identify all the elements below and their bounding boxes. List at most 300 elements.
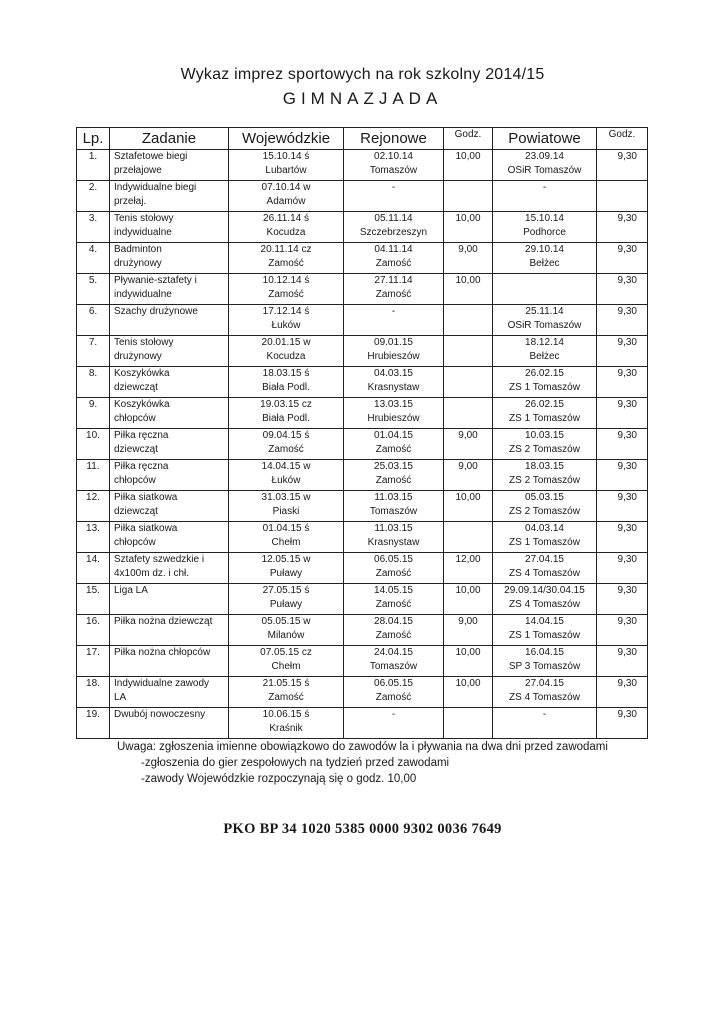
regional-cell (344, 615, 444, 646)
lp-cell (77, 398, 110, 429)
lp-text: 4. (88, 244, 98, 255)
lp-text: 9. (88, 399, 98, 410)
county-text: 27.04.15 (525, 554, 564, 565)
county-cell (493, 305, 597, 336)
county-text: 23.09.14 (525, 151, 564, 162)
regional-hour-text: 9,00 (458, 244, 478, 255)
voivodeship-text: Kocudza (266, 227, 306, 238)
lp-text: 2. (88, 182, 98, 193)
regional-text: Zamość (375, 568, 412, 579)
voivodeship-text: Zamość (268, 444, 304, 455)
task-text: Badminton (114, 244, 162, 255)
task-text: Piłka ręczna (114, 461, 169, 472)
regional-hour-cell (444, 150, 493, 181)
lp-cell (77, 584, 110, 615)
voivodeship-cell (229, 367, 344, 398)
lp-text: 11. (86, 461, 100, 472)
regional-text: 06.05.15 (374, 554, 413, 565)
lp-cell (77, 336, 110, 367)
task-text: 4x100m dz. i chł. (114, 568, 190, 579)
county-hour-cell (597, 677, 648, 708)
county-text: 05.03.15 (525, 492, 564, 503)
regional-cell (344, 646, 444, 677)
header-voivodeship: Wojewódzkie (229, 128, 344, 150)
task-cell (110, 336, 229, 367)
regional-text: Tomaszów (369, 165, 418, 176)
voivodeship-cell (229, 181, 344, 212)
lp-text: 8. (88, 368, 98, 379)
voivodeship-text: 26.11.14 ś (263, 213, 309, 224)
regional-hour-text: 9,00 (458, 616, 478, 627)
regional-cell (344, 553, 444, 584)
regional-text: - (391, 709, 396, 720)
county-hour-text: 9,30 (617, 399, 637, 410)
task-text: chłopców (114, 413, 156, 424)
county-cell (493, 212, 597, 243)
regional-hour-text: 10,00 (455, 151, 481, 162)
voivodeship-text: Zamość (268, 289, 304, 300)
voivodeship-text: 10.12.14 ś (262, 275, 310, 286)
task-cell (110, 522, 229, 553)
table-row (77, 398, 648, 429)
voivodeship-cell (229, 677, 344, 708)
voivodeship-text: Zamość (268, 258, 304, 269)
task-text: Piłka siatkowa (114, 492, 178, 503)
header-county: Powiatowe (493, 128, 597, 150)
regional-cell (344, 367, 444, 398)
voivodeship-cell (229, 460, 344, 491)
table-row (77, 336, 648, 367)
county-hour-cell (597, 460, 648, 491)
lp-text: 13. (86, 523, 100, 534)
task-cell (110, 305, 229, 336)
voivodeship-text: Kocudza (266, 351, 306, 362)
county-hour-text: 9,30 (617, 306, 637, 317)
voivodeship-cell (229, 491, 344, 522)
lp-text: 3. (88, 213, 98, 224)
county-text: 25.11.14 (525, 306, 564, 317)
county-text: Bełżec (529, 258, 560, 269)
county-hour-text: 9,30 (617, 275, 637, 286)
county-cell (493, 491, 597, 522)
table-row (77, 615, 648, 646)
regional-hour-text: 10,00 (455, 647, 481, 658)
voivodeship-text: 01.04.15 ś (262, 523, 310, 534)
voivodeship-cell (229, 646, 344, 677)
voivodeship-text: Adamów (266, 196, 306, 207)
county-hour-cell (597, 367, 648, 398)
voivodeship-cell (229, 274, 344, 305)
voivodeship-text: Biała Podl. (262, 413, 310, 424)
lp-text: 7. (88, 337, 98, 348)
task-text: chłopców (114, 475, 156, 486)
county-text: 14.04.15 (525, 616, 564, 627)
task-text: Szachy drużynowe (114, 306, 198, 317)
regional-text: 04.03.15 (374, 368, 413, 379)
county-text: ZS 4 Tomaszów (509, 692, 580, 703)
task-cell (110, 677, 229, 708)
task-cell (110, 243, 229, 274)
task-text: Dwubój nowoczesny (114, 709, 206, 720)
table-row (77, 429, 648, 460)
table-row (77, 646, 648, 677)
table-row (77, 522, 648, 553)
voivodeship-text: Milanów (267, 630, 305, 641)
document-title: Wykaz imprez sportowych na rok szkolny 2014/15 (180, 66, 545, 83)
regional-hour-text: 10,00 (455, 213, 481, 224)
header-lp: Lp. (77, 128, 110, 150)
task-text: Sztafety szwedzkie i (114, 554, 205, 565)
county-cell (493, 615, 597, 646)
voivodeship-text: Łuków (271, 475, 301, 486)
regional-hour-cell (444, 274, 493, 305)
voivodeship-text: 20.11.14 cz (260, 244, 312, 255)
regional-text: 25.03.15 (374, 461, 413, 472)
regional-text: Hrubieszów (367, 413, 420, 424)
lp-text: 15. (86, 585, 100, 596)
regional-hour-cell (444, 584, 493, 615)
table-header-row (77, 128, 648, 150)
voivodeship-text: 10.06.15 ś (262, 709, 310, 720)
regional-hour-cell (444, 615, 493, 646)
county-hour-text: 9,30 (617, 616, 637, 627)
regional-hour-cell (444, 181, 493, 212)
county-hour-text: 9,30 (617, 647, 637, 658)
voivodeship-text: 27.05.15 ś (262, 585, 310, 596)
task-text: Indywidualne biegi (114, 182, 197, 193)
county-text: 29.09.14/30.04.15 (504, 585, 585, 596)
lp-cell (77, 274, 110, 305)
voivodeship-cell (229, 429, 344, 460)
regional-hour-cell (444, 398, 493, 429)
table-row (77, 181, 648, 212)
county-text: 16.04.15 (525, 647, 564, 658)
county-hour-cell (597, 274, 648, 305)
lp-text: 14. (86, 554, 100, 565)
regional-hour-cell (444, 646, 493, 677)
regional-text: Tomaszów (369, 661, 418, 672)
lp-text: 12. (86, 492, 100, 503)
task-text: Piłka ręczna (114, 430, 169, 441)
county-hour-cell (597, 522, 648, 553)
task-text: Koszykówka (114, 368, 170, 379)
bank-account: PKO BP 34 1020 5385 0000 9302 0036 7649 (223, 821, 502, 837)
regional-text: 01.04.15 (374, 430, 413, 441)
county-text: Bełżec (529, 351, 560, 362)
events-table-body (77, 150, 648, 739)
county-text: 29.10.14 (525, 244, 564, 255)
header-regional: Rejonowe (344, 128, 444, 150)
table-row (77, 708, 648, 739)
county-text: ZS 4 Tomaszów (509, 599, 580, 610)
voivodeship-text: 18.03.15 ś (262, 368, 310, 379)
county-hour-text: 9,30 (617, 244, 637, 255)
county-hour-cell (597, 708, 648, 739)
task-text: chłopców (114, 537, 156, 548)
regional-text: 11.03.15 (374, 523, 413, 534)
regional-text: Zamość (375, 599, 412, 610)
regional-hour-cell (444, 336, 493, 367)
table-row (77, 677, 648, 708)
voivodeship-text: 14.04.15 w (261, 461, 311, 472)
task-cell (110, 398, 229, 429)
lp-cell (77, 460, 110, 491)
voivodeship-cell (229, 212, 344, 243)
county-cell (493, 460, 597, 491)
lp-cell (77, 305, 110, 336)
county-hour-text: 9,30 (617, 430, 637, 441)
voivodeship-text: 19.03.15 cz (260, 399, 312, 410)
county-cell (493, 646, 597, 677)
county-cell (493, 181, 597, 212)
regional-hour-cell (444, 553, 493, 584)
lp-text: 6. (88, 306, 98, 317)
task-cell (110, 274, 229, 305)
county-cell (493, 522, 597, 553)
county-hour-text: 9,30 (617, 461, 637, 472)
regional-cell (344, 212, 444, 243)
voivodeship-text: 20.01.15 w (261, 337, 311, 348)
regional-text: 11.03.15 (374, 492, 413, 503)
task-cell (110, 491, 229, 522)
table-row (77, 491, 648, 522)
voivodeship-text: 21.05.15 ś (262, 678, 310, 689)
regional-text: 06.05.15 (374, 678, 413, 689)
lp-cell (77, 243, 110, 274)
county-hour-text: 9,30 (617, 368, 637, 379)
county-hour-cell (597, 646, 648, 677)
voivodeship-text: 15.10.14 ś (262, 151, 310, 162)
county-hour-cell (597, 243, 648, 274)
county-cell (493, 336, 597, 367)
regional-text: Hrubieszów (367, 351, 420, 362)
regional-text: Zamość (375, 289, 412, 300)
regional-text: Zamość (375, 692, 412, 703)
county-cell (493, 677, 597, 708)
regional-text: Krasnystaw (367, 382, 420, 393)
regional-hour-text: 9,00 (458, 430, 478, 441)
regional-cell (344, 708, 444, 739)
county-text: 18.03.15 (525, 461, 564, 472)
lp-text: 18. (86, 678, 100, 689)
task-cell (110, 181, 229, 212)
regional-text: Zamość (375, 475, 412, 486)
county-hour-text: 9,30 (617, 492, 637, 503)
task-text: dziewcząt (114, 382, 158, 393)
regional-cell (344, 305, 444, 336)
county-cell (493, 367, 597, 398)
regional-text: Zamość (375, 630, 412, 641)
county-text: 15.10.14 (525, 213, 564, 224)
lp-cell (77, 677, 110, 708)
voivodeship-cell (229, 522, 344, 553)
regional-hour-cell (444, 677, 493, 708)
task-cell (110, 150, 229, 181)
voivodeship-text: Kraśnik (269, 723, 303, 734)
lp-cell (77, 522, 110, 553)
voivodeship-text: Lubartów (265, 165, 307, 176)
county-hour-text: 9,30 (617, 585, 637, 596)
regional-cell (344, 181, 444, 212)
regional-hour-text: 10,00 (455, 585, 481, 596)
lp-text: 5. (88, 275, 98, 286)
voivodeship-cell (229, 305, 344, 336)
county-text: 26.02.15 (525, 368, 564, 379)
county-text: ZS 1 Tomaszów (509, 382, 580, 393)
regional-text: Szczebrzeszyn (359, 227, 428, 238)
table-row (77, 274, 648, 305)
regional-text: 02.10.14 (374, 151, 413, 162)
table-row (77, 305, 648, 336)
county-cell (493, 274, 597, 305)
task-cell (110, 646, 229, 677)
table-row (77, 553, 648, 584)
header-task: Zadanie (110, 128, 229, 150)
table-row (77, 584, 648, 615)
voivodeship-text: 05.05.15 w (261, 616, 311, 627)
voivodeship-text: Zamość (268, 692, 304, 703)
regional-text: 28.04.15 (374, 616, 413, 627)
county-hour-text: 9,30 (617, 213, 637, 224)
county-hour-text: 9,30 (617, 151, 637, 162)
regional-cell (344, 150, 444, 181)
task-text: przełajowe (114, 165, 162, 176)
regional-text: Zamość (375, 444, 412, 455)
voivodeship-cell (229, 398, 344, 429)
task-text: indywidualne (114, 227, 172, 238)
task-cell (110, 708, 229, 739)
county-hour-cell (597, 305, 648, 336)
task-text: Indywidualne zawody (114, 678, 210, 689)
task-text: LA (114, 692, 127, 703)
table-row (77, 212, 648, 243)
regional-text: Zamość (375, 258, 412, 269)
regional-text: 27.11.14 (374, 275, 413, 286)
regional-text: 09.01.15 (374, 337, 413, 348)
task-text: Piłka nożna dziewcząt (114, 616, 213, 627)
regional-text: - (391, 306, 396, 317)
voivodeship-cell (229, 615, 344, 646)
regional-hour-text: 10,00 (455, 492, 481, 503)
task-text: Piłka nożna chłopców (114, 647, 211, 658)
task-cell (110, 584, 229, 615)
regional-text: Tomaszów (369, 506, 418, 517)
county-text: 26.02.15 (525, 399, 564, 410)
regional-text: Krasnystaw (367, 537, 420, 548)
county-text: ZS 2 Tomaszów (509, 444, 580, 455)
county-hour-text: 9,30 (617, 337, 637, 348)
county-text: ZS 1 Tomaszów (509, 630, 580, 641)
lp-cell (77, 491, 110, 522)
regional-text: 04.11.14 (374, 244, 413, 255)
county-text: SP 3 Tomaszów (508, 661, 581, 672)
voivodeship-text: Chełm (271, 537, 301, 548)
lp-cell (77, 553, 110, 584)
note-line-3: -zawody Wojewódzkie rozpoczynają się o godz. 10,00 (141, 773, 417, 785)
voivodeship-text: 07.10.14 w (261, 182, 311, 193)
task-text: Liga LA (114, 585, 148, 596)
task-text: Pływanie-sztafety i (114, 275, 197, 286)
regional-cell (344, 460, 444, 491)
voivodeship-cell (229, 708, 344, 739)
regional-cell (344, 398, 444, 429)
task-text: dziewcząt (114, 506, 158, 517)
regional-cell (344, 677, 444, 708)
task-text: Piłka siatkowa (114, 523, 178, 534)
county-text: ZS 4 Tomaszów (509, 568, 580, 579)
events-table (76, 127, 648, 739)
lp-cell (77, 212, 110, 243)
county-cell (493, 553, 597, 584)
task-cell (110, 367, 229, 398)
table-row (77, 243, 648, 274)
county-hour-text: 9,30 (617, 678, 637, 689)
voivodeship-text: Biała Podl. (262, 382, 310, 393)
regional-cell (344, 522, 444, 553)
task-text: drużynowy (114, 258, 162, 269)
regional-hour-cell (444, 243, 493, 274)
header-hour-county: Godz. (597, 128, 648, 150)
task-text: Tenis stołowy (114, 337, 174, 348)
lp-cell (77, 646, 110, 677)
task-text: Koszykówka (114, 399, 170, 410)
regional-hour-cell (444, 305, 493, 336)
county-cell (493, 150, 597, 181)
county-cell (493, 429, 597, 460)
county-cell (493, 398, 597, 429)
county-hour-cell (597, 553, 648, 584)
note-line-2: -zgłoszenia do gier zespołowych na tydzień przed zawodami (141, 757, 450, 769)
lp-text: 19. (86, 709, 100, 720)
county-text: ZS 2 Tomaszów (509, 475, 580, 486)
task-text: indywidualne (114, 289, 172, 300)
regional-cell (344, 429, 444, 460)
county-cell (493, 243, 597, 274)
task-cell (110, 212, 229, 243)
task-text: Sztafetowe biegi (114, 151, 188, 162)
lp-cell (77, 150, 110, 181)
task-text: dziewcząt (114, 444, 158, 455)
county-text: - (542, 182, 547, 193)
county-text: ZS 1 Tomaszów (509, 413, 580, 424)
task-cell (110, 615, 229, 646)
regional-hour-text: 10,00 (455, 275, 481, 286)
task-text: przełaj. (114, 196, 147, 207)
voivodeship-text: 07.05.15 cz (260, 647, 312, 658)
voivodeship-text: Puławy (269, 599, 303, 610)
voivodeship-cell (229, 584, 344, 615)
lp-cell (77, 181, 110, 212)
task-cell (110, 460, 229, 491)
lp-text: 10. (86, 430, 100, 441)
voivodeship-text: 31.03.15 w (261, 492, 311, 503)
regional-hour-text: 10,00 (455, 678, 481, 689)
county-cell (493, 708, 597, 739)
regional-hour-cell (444, 429, 493, 460)
county-text: ZS 2 Tomaszów (509, 506, 580, 517)
county-hour-cell (597, 398, 648, 429)
regional-cell (344, 274, 444, 305)
regional-hour-cell (444, 522, 493, 553)
regional-hour-cell (444, 367, 493, 398)
regional-text: 13.03.15 (374, 399, 413, 410)
county-text: OSiR Tomaszów (507, 320, 582, 331)
voivodeship-cell (229, 243, 344, 274)
regional-hour-cell (444, 491, 493, 522)
county-text: Podhorce (523, 227, 566, 238)
lp-text: 16. (86, 616, 100, 627)
county-hour-cell (597, 181, 648, 212)
